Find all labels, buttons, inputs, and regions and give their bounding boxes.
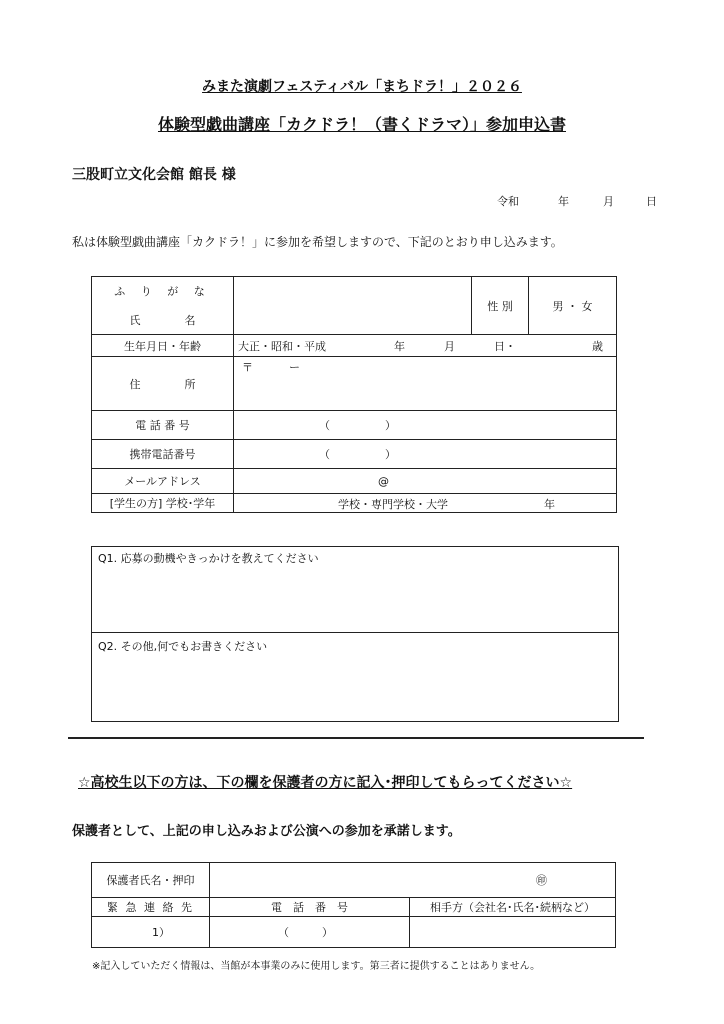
- intro-text: 私は体験型戯曲講座「カクドラ！」に参加を希望しますので、下記のとおり申し込みます。: [72, 235, 563, 249]
- guardian-consent: 保護者として、上記の申し込みおよび公演への参加を承諾します。: [72, 824, 461, 839]
- birth-label: 生年月日・年齢: [92, 335, 234, 357]
- q1-label: Q1. 応募の動機やきっかけを教えてください: [98, 552, 319, 565]
- relation-header: 相手方（会社名･氏名･続柄など）: [410, 898, 616, 917]
- event-title: みまた演劇フェスティバル「まちドラ！」２０２６: [202, 79, 522, 95]
- guardian-name-field[interactable]: [210, 863, 616, 898]
- school-grade: 年: [544, 498, 555, 511]
- q2-area[interactable]: [92, 633, 618, 721]
- birth-era: 大正・昭和・平成: [238, 339, 326, 353]
- mobile-field[interactable]: （ ）: [234, 440, 617, 469]
- birth-month: 月: [444, 340, 455, 353]
- guardian-table: [91, 862, 616, 948]
- form-title: 体験型戯曲講座「カクドラ！（書くドラマ）」参加申込書: [157, 115, 566, 134]
- name-label: 氏 名: [92, 306, 234, 335]
- birth-day: 日・: [494, 340, 516, 353]
- email-field[interactable]: @: [234, 469, 617, 494]
- mobile-label: 携帯電話番号: [92, 440, 234, 469]
- guardian-name-label: 保護者氏名・押印: [92, 863, 210, 898]
- emergency-row-number: 1）: [92, 917, 210, 948]
- emergency-phone-field[interactable]: （ ）: [210, 917, 410, 948]
- postal-dash: ー: [289, 361, 300, 374]
- address-field[interactable]: [234, 357, 617, 411]
- phone-header: 電 話 番 号: [210, 898, 410, 917]
- date-year[interactable]: 年: [558, 195, 569, 208]
- seal-mark: ㊞: [536, 874, 547, 887]
- q2-label: Q2. その他,何でもお書きください: [98, 640, 268, 653]
- guardian-notice: ☆高校生以下の方は、下の欄を保護者の方に記入･押印してもらってください☆: [78, 775, 573, 791]
- section-divider: [68, 737, 644, 739]
- school-label: [学生の方] 学校･学年: [92, 494, 234, 513]
- birth-field[interactable]: [234, 335, 617, 357]
- date-month[interactable]: 月: [603, 195, 614, 208]
- school-field[interactable]: [234, 494, 617, 513]
- postal-mark: 〒: [242, 361, 253, 374]
- q1-area[interactable]: [92, 547, 618, 633]
- gender-options[interactable]: 男 ・ 女: [529, 277, 617, 335]
- phone-field[interactable]: （ ）: [234, 411, 617, 440]
- emergency-relation-field[interactable]: [410, 917, 616, 948]
- name-field[interactable]: [234, 277, 472, 335]
- emergency-label: 緊 急 連 絡 先: [92, 898, 210, 917]
- phone-label: 電 話 番 号: [92, 411, 234, 440]
- applicant-table: [91, 276, 617, 513]
- addressee: 三股町立文化会館 館長 様: [72, 167, 236, 183]
- furigana-label: ふ り が な: [92, 277, 234, 306]
- school-types: 学校・専門学校・大学: [338, 498, 448, 511]
- questions-box: [91, 546, 619, 722]
- date-day[interactable]: 日: [646, 195, 657, 208]
- birth-age: 歳: [592, 340, 603, 353]
- footnote: ※記入していただく情報は、当館が本事業のみに使用します。第三者に提供することはありません。: [92, 961, 541, 972]
- date-era: 令和: [497, 195, 519, 208]
- gender-label: 性 別: [472, 277, 529, 335]
- birth-year: 年: [394, 340, 405, 353]
- address-label: 住 所: [92, 357, 234, 411]
- email-label: メールアドレス: [92, 469, 234, 494]
